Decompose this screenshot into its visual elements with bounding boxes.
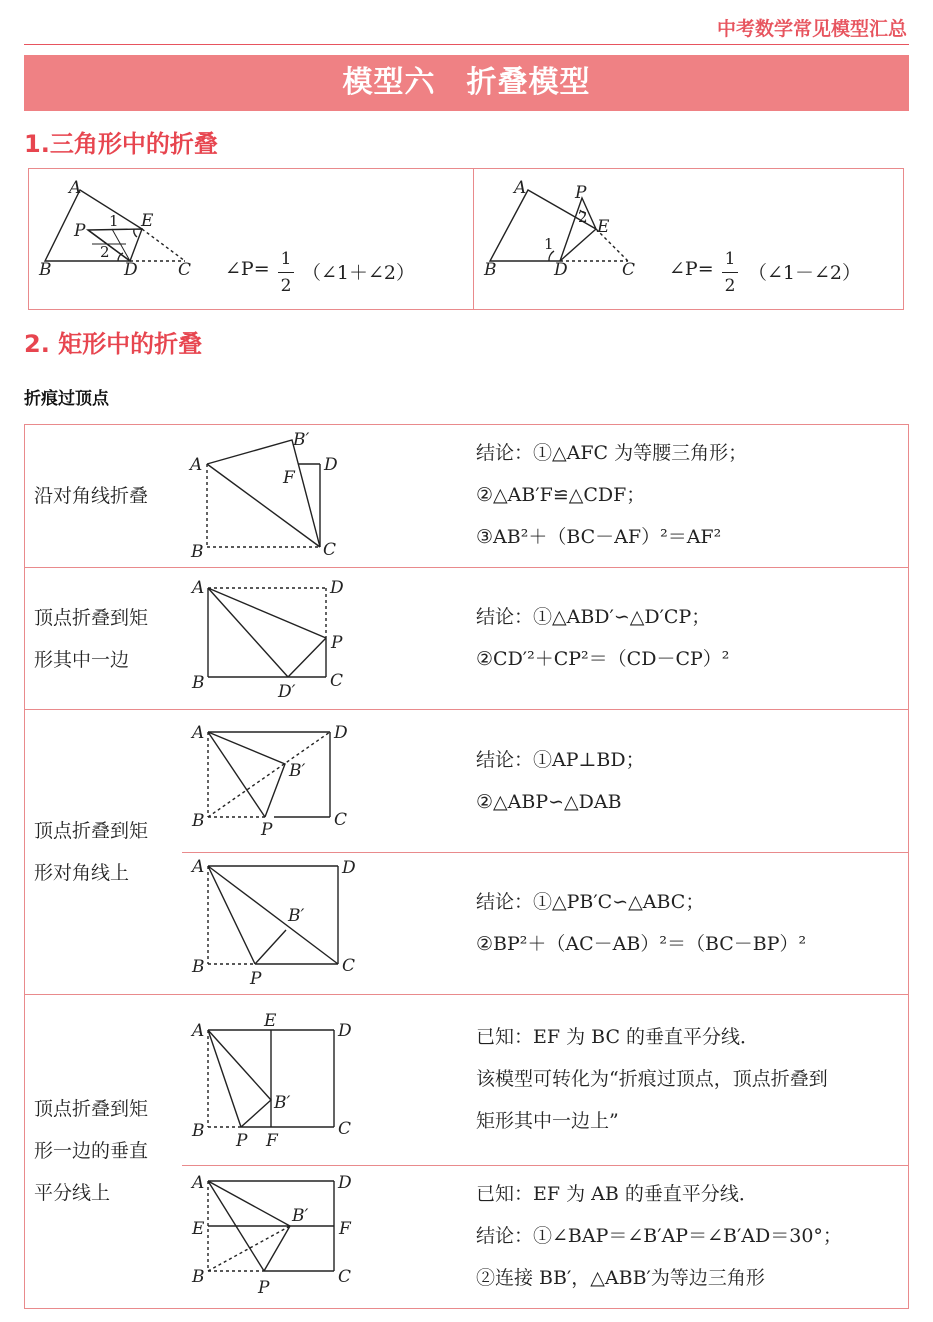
svg-text:B: B (484, 260, 497, 280)
svg-text:B: B (192, 1121, 205, 1141)
formula-diff-rhs: （∠1－∠2） (748, 262, 862, 284)
section1-title: 1.三角形中的折叠 (24, 130, 218, 158)
svg-text:B′: B′ (293, 430, 310, 450)
row1-label: 沿对角线折叠 (34, 485, 149, 507)
svg-text:A: A (192, 723, 205, 743)
svg-text:C: C (330, 671, 344, 691)
svg-text:A: A (69, 178, 82, 198)
row3b-conclusion-1: 结论：①△PB′C∽△ABC； (476, 891, 705, 913)
svg-text:2: 2 (578, 208, 588, 226)
svg-text:B′: B′ (289, 761, 306, 781)
section2-subtitle: 折痕过顶点 (24, 389, 109, 409)
svg-text:A: A (190, 455, 203, 475)
row4a-line-2: 该模型可转化为“折痕过顶点，顶点折叠到 (476, 1068, 828, 1090)
row1-conclusion-3: ③AB²＋（BC－AF）²＝AF² (476, 526, 722, 548)
formula-sum-lhs: ∠P= (225, 258, 270, 280)
svg-text:E: E (141, 211, 154, 231)
row3a-conclusion-2: ②△ABP∽△DAB (476, 791, 622, 813)
svg-text:A: A (192, 1021, 205, 1041)
row4b-line-2: 结论：①∠BAP＝∠B′AP＝∠B′AD＝30°； (476, 1225, 842, 1247)
svg-text:B′: B′ (292, 1206, 309, 1226)
svg-text:E: E (192, 1219, 205, 1239)
row4a-line-1: 已知：EF 为 BC 的垂直平分线． (476, 1026, 760, 1048)
frac-num-right: 1 (724, 249, 736, 269)
row3-label: 顶点折叠到矩 形对角线上 (34, 820, 149, 884)
svg-text:P: P (258, 1278, 270, 1298)
svg-text:D: D (324, 455, 338, 475)
svg-text:B: B (39, 260, 52, 280)
svg-text:P: P (575, 183, 587, 203)
row2-label: 顶点折叠到矩 形其中一边 (34, 607, 149, 671)
svg-text:F: F (339, 1219, 351, 1239)
section2-title: 2. 矩形中的折叠 (24, 330, 203, 358)
svg-text:D: D (124, 260, 138, 280)
row2-conclusion-1: 结论：①△ABD′∽△D′CP； (476, 606, 711, 628)
svg-text:C: C (334, 810, 348, 830)
svg-text:B: B (192, 673, 205, 693)
svg-text:D: D (338, 1173, 352, 1193)
svg-text:D: D (342, 858, 356, 878)
svg-text:D′: D′ (278, 682, 296, 702)
banner-title: 模型六 折叠模型 (342, 65, 591, 100)
row3b-conclusion-2: ②BP²＋（AC－AB）²＝（BC－BP）² (476, 933, 807, 955)
svg-text:F: F (283, 468, 295, 488)
series-title: 中考数学常见模型汇总 (716, 18, 907, 40)
row1-conclusion-2: ②△AB′F≌△CDF； (476, 484, 646, 506)
svg-text:P: P (236, 1131, 248, 1151)
row4a-line-3: 矩形其中一边上” (476, 1110, 619, 1132)
svg-text:C: C (342, 956, 356, 976)
svg-text:E: E (597, 217, 610, 237)
svg-text:C: C (338, 1267, 352, 1287)
row1-conclusion-1: 结论：①△AFC 为等腰三角形； (476, 442, 748, 464)
svg-text:A: A (192, 578, 205, 598)
svg-text:A: A (514, 178, 527, 198)
svg-text:P: P (331, 633, 343, 653)
svg-text:B: B (191, 542, 204, 562)
formula-sum-rhs: （∠1＋∠2） (302, 262, 416, 284)
svg-text:A: A (192, 857, 205, 877)
row4b-line-3: ②连接 BB′，△ABB′为等边三角形 (476, 1267, 765, 1289)
svg-text:E: E (264, 1011, 277, 1031)
svg-text:C: C (338, 1119, 352, 1139)
svg-text:B′: B′ (274, 1093, 291, 1113)
formula-diff-lhs: ∠P= (669, 258, 714, 280)
svg-text:D: D (338, 1021, 352, 1041)
svg-text:P: P (250, 969, 262, 989)
svg-text:C: C (323, 540, 337, 560)
svg-text:C: C (622, 260, 636, 280)
svg-text:A: A (192, 1173, 205, 1193)
svg-text:B: B (192, 811, 205, 831)
row4b-line-1: 已知：EF 为 AB 的垂直平分线． (476, 1183, 758, 1205)
svg-text:B′: B′ (288, 906, 305, 926)
svg-text:B: B (192, 1267, 205, 1287)
svg-text:F: F (266, 1131, 278, 1151)
svg-text:P: P (261, 820, 273, 840)
frac-den-left: 2 (280, 276, 292, 296)
svg-text:D: D (554, 260, 568, 280)
row4-label: 顶点折叠到矩 形一边的垂直 平分线上 (34, 1098, 149, 1204)
svg-text:B: B (192, 957, 205, 977)
svg-text:C: C (178, 260, 192, 280)
row3a-conclusion-1: 结论：①AP⊥BD； (476, 749, 645, 771)
row2-conclusion-2: ②CD′²＋CP²＝（CD－CP）² (476, 648, 730, 670)
svg-text:D: D (330, 578, 344, 598)
svg-text:D: D (334, 723, 348, 743)
frac-den-right: 2 (724, 276, 736, 296)
svg-text:1: 1 (544, 235, 554, 253)
svg-text:2: 2 (100, 243, 110, 261)
svg-text:P: P (74, 221, 86, 241)
frac-num-left: 1 (280, 249, 292, 269)
svg-text:1: 1 (109, 212, 119, 230)
